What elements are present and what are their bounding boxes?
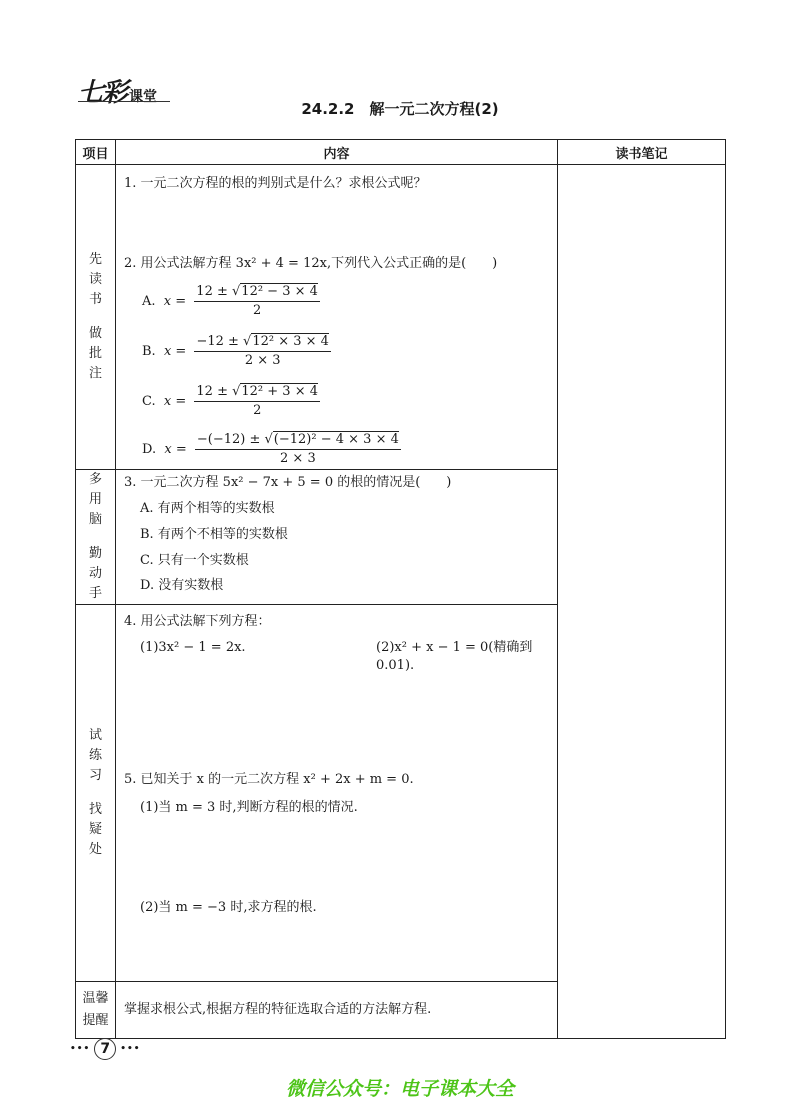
section-label-tip: 温馨 提醒 [76,982,116,1039]
question-5-stem: 5. 已知关于 x 的一元二次方程 x² + 2x + m = 0. [124,772,414,787]
option-3b: B. 有两个不相等的实数根 [140,527,288,542]
header-item: 项目 [76,140,116,165]
table-row-read [76,165,726,470]
notes-column [558,165,726,1039]
option-3c: C. 只有一个实数根 [140,553,249,568]
table-header-row [76,140,726,165]
question-4-stem: 4. 用公式法解下列方程： [124,614,271,629]
option-3d: D. 没有实数根 [140,578,224,593]
header-content: 内容 [116,140,558,165]
question-1: 1. 一元二次方程的根的判别式是什么？求根公式呢？ [124,176,427,191]
content-cell-think [116,470,558,605]
content-cell-read [116,165,558,470]
question-4-part-2: (2)x² + x − 1 = 0(精确到 0.01). [376,640,533,673]
footer-watermark: 微信公众号：电子课本大全 [285,1078,514,1100]
option-2c: C. x = $\frac{\text{12 ± √12² + 3 × 4}}{2}$ [142,384,319,418]
section-label-think: 多 用 脑 勤 动 手 [76,470,116,605]
question-5-part-1: (1)当 m = 3 时,判断方程的根的情况. [140,800,358,815]
brand-big-text: 七彩 [78,78,127,108]
section-label-practice: 试 练 习 找 疑 处 [76,605,116,982]
page-title: 24.2.2 解一元二次方程(2) [301,100,499,118]
header-notes: 读书笔记 [558,140,726,165]
option-2d: D. x = $\frac{\text{−(−12) ± √(−12)² − 4 × 3 × 4}}{2 \times 3}$ [142,432,399,466]
brand-small-text: 课堂 [129,89,158,105]
content-cell-tip [116,982,558,1039]
question-5-part-2: (2)当 m = −3 时,求方程的根. [140,900,317,915]
content-cell-practice [116,605,558,982]
section-label-read: 先 读 书 做 批 注 [76,165,116,470]
question-3-stem: 3. 一元二次方程 5x² − 7x + 5 = 0 的根的情况是( ) [124,475,452,490]
page-dots-left: ••• [70,1044,91,1054]
page-dots-right: ••• [120,1044,141,1054]
tip-text: 掌握求根公式,根据方程的特征选取合适的方法解方程. [124,1002,432,1017]
question-4-part-1: (1)3x² − 1 = 2x. [140,640,246,655]
option-2a: A. x = $\frac{\text{12 ± √12² − 3 × 4}}{2}$ [142,284,318,318]
question-2-stem: 2. 用公式法解方程 3x² + 4 = 12x,下列代入公式正确的是( ) [124,256,498,271]
option-3a: A. 有两个相等的实数根 [140,501,275,516]
page-number-badge [70,1038,141,1060]
page-number: 7 [94,1038,116,1060]
option-2b: B. x = $\frac{\text{−12 ± √12² × 3 × 4}}{2 \times 3}$ [142,334,329,368]
study-table [75,139,726,1039]
